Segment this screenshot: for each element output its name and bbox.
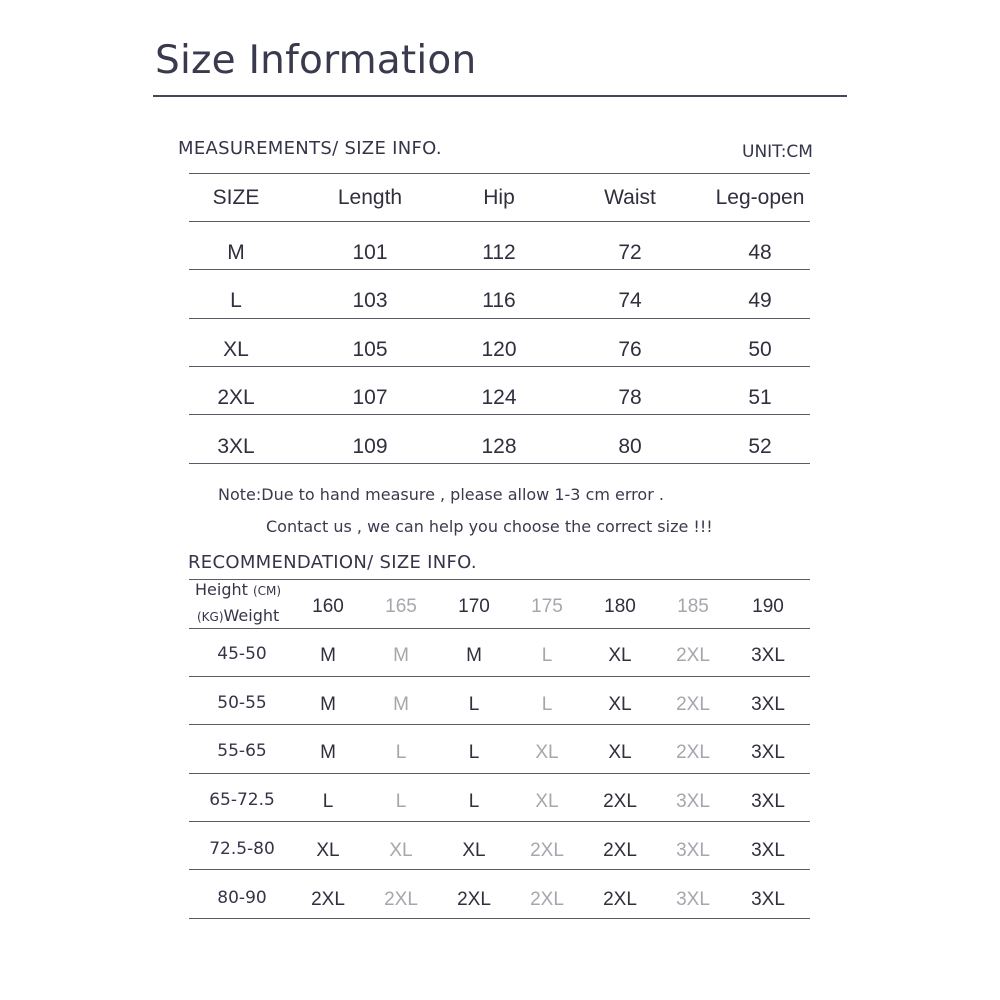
recommended-size: 2XL: [676, 693, 710, 715]
height-header: 160: [312, 596, 344, 617]
height-header: 175: [531, 596, 563, 617]
recommended-size: 3XL: [676, 888, 710, 910]
height-unit: (CM): [252, 584, 282, 598]
recommended-size: XL: [608, 742, 632, 764]
measurements-heading: MEASUREMENTS/ SIZE INFO.: [178, 138, 442, 159]
table-cell: 76: [618, 337, 642, 361]
recommended-size: 2XL: [530, 888, 564, 910]
recommended-size: 2XL: [384, 888, 418, 910]
table-rule: [189, 173, 810, 174]
weight-range: 45-50: [217, 644, 267, 664]
table-rule: [189, 724, 810, 725]
recommended-size: XL: [462, 839, 486, 861]
recommended-size: 3XL: [676, 791, 710, 813]
table-rule: [189, 221, 810, 222]
recommended-size: 2XL: [457, 888, 491, 910]
table-cell: 51: [748, 386, 772, 410]
column-header: Hip: [483, 186, 515, 209]
page-title: Size Information: [155, 38, 477, 83]
table-cell: 52: [748, 434, 772, 458]
recommended-size: L: [322, 791, 334, 813]
recommended-size: M: [320, 742, 336, 764]
recommended-size: M: [393, 645, 409, 666]
recommended-size: 3XL: [751, 888, 785, 910]
recommended-size: 3XL: [751, 693, 785, 715]
table-cell: 50: [748, 337, 772, 361]
table-cell: 101: [352, 241, 388, 264]
table-cell: 48: [748, 241, 772, 264]
recommendation-heading: RECOMMENDATION/ SIZE INFO.: [188, 552, 477, 573]
table-cell: 107: [352, 386, 388, 410]
table-cell: 105: [352, 337, 388, 361]
weight-range: 55-65: [217, 741, 267, 762]
table-rule: [189, 579, 810, 580]
recommended-size: M: [466, 645, 482, 666]
column-header: Leg-open: [715, 186, 805, 209]
recommended-size: L: [395, 791, 407, 813]
recommended-size: M: [320, 645, 336, 666]
recommended-size: 2XL: [603, 839, 637, 861]
table-cell: 78: [618, 386, 642, 410]
recommended-size: L: [468, 791, 480, 813]
table-rule: [189, 773, 810, 774]
table-cell: 112: [482, 241, 516, 264]
recommended-size: L: [468, 742, 480, 764]
recommended-size: XL: [389, 839, 413, 861]
recommended-size: 3XL: [751, 791, 785, 813]
recommended-size: XL: [608, 645, 632, 666]
height-header: 165: [385, 596, 417, 617]
recommended-size: XL: [535, 791, 559, 813]
table-cell: 74: [618, 289, 642, 313]
size-label: XL: [223, 337, 249, 361]
column-header: SIZE: [212, 186, 260, 209]
table-rule: [189, 676, 810, 677]
recommended-size: XL: [316, 839, 340, 861]
recommended-size: 2XL: [676, 742, 710, 764]
unit-label: UNIT:CM: [742, 142, 813, 162]
weight-range: 72.5-80: [209, 838, 275, 859]
recommended-size: 2XL: [311, 888, 345, 910]
table-cell: 103: [352, 289, 388, 313]
recommended-size: L: [541, 693, 553, 715]
size-label: 3XL: [217, 434, 255, 458]
recommended-size: 3XL: [751, 645, 785, 666]
weight-range: 50-55: [217, 692, 267, 713]
recommended-size: L: [468, 693, 480, 715]
recommended-size: 3XL: [751, 742, 785, 764]
recommended-size: 3XL: [751, 839, 785, 861]
table-rule: [189, 918, 810, 919]
recommended-size: 2XL: [603, 791, 637, 813]
table-rule: [189, 821, 810, 822]
table-rule: [189, 869, 810, 870]
weight-range: 65-72.5: [209, 790, 275, 811]
table-cell: 116: [482, 289, 516, 313]
column-header: Waist: [604, 186, 656, 209]
recommended-size: XL: [608, 693, 632, 715]
recommended-size: 2XL: [530, 839, 564, 861]
height-header: 185: [677, 596, 709, 617]
table-rule: [189, 628, 810, 629]
weight-range: 80-90: [217, 887, 267, 908]
height-label: Height: [195, 580, 248, 599]
table-cell: 124: [481, 386, 517, 410]
table-cell: 80: [618, 434, 642, 458]
size-label: 2XL: [217, 386, 255, 410]
recommended-size: M: [393, 693, 409, 715]
table-cell: 120: [481, 337, 517, 361]
recommended-size: L: [395, 742, 407, 764]
column-header: Length: [337, 186, 403, 209]
recommended-size: XL: [535, 742, 559, 764]
table-corner-header: [193, 578, 293, 626]
size-label: L: [230, 289, 242, 313]
title-divider: [153, 95, 847, 97]
note-contact: Contact us , we can help you choose the correct size !!!: [266, 517, 713, 536]
recommended-size: 3XL: [676, 839, 710, 861]
note-measure-error: Note:Due to hand measure , please allow 1-3 cm error .: [218, 485, 664, 504]
height-header: 180: [604, 596, 636, 617]
table-cell: 72: [618, 241, 642, 264]
table-cell: 109: [352, 434, 388, 458]
recommended-size: 2XL: [676, 645, 710, 666]
recommended-size: L: [541, 645, 553, 666]
weight-label: Weight: [223, 606, 280, 625]
height-header: 190: [752, 596, 784, 617]
recommended-size: 2XL: [603, 888, 637, 910]
table-cell: 49: [748, 289, 772, 313]
table-cell: 128: [481, 434, 517, 458]
recommended-size: M: [320, 693, 336, 715]
weight-unit: (KG): [197, 610, 224, 624]
size-label: M: [227, 241, 245, 264]
height-header: 170: [458, 596, 490, 617]
